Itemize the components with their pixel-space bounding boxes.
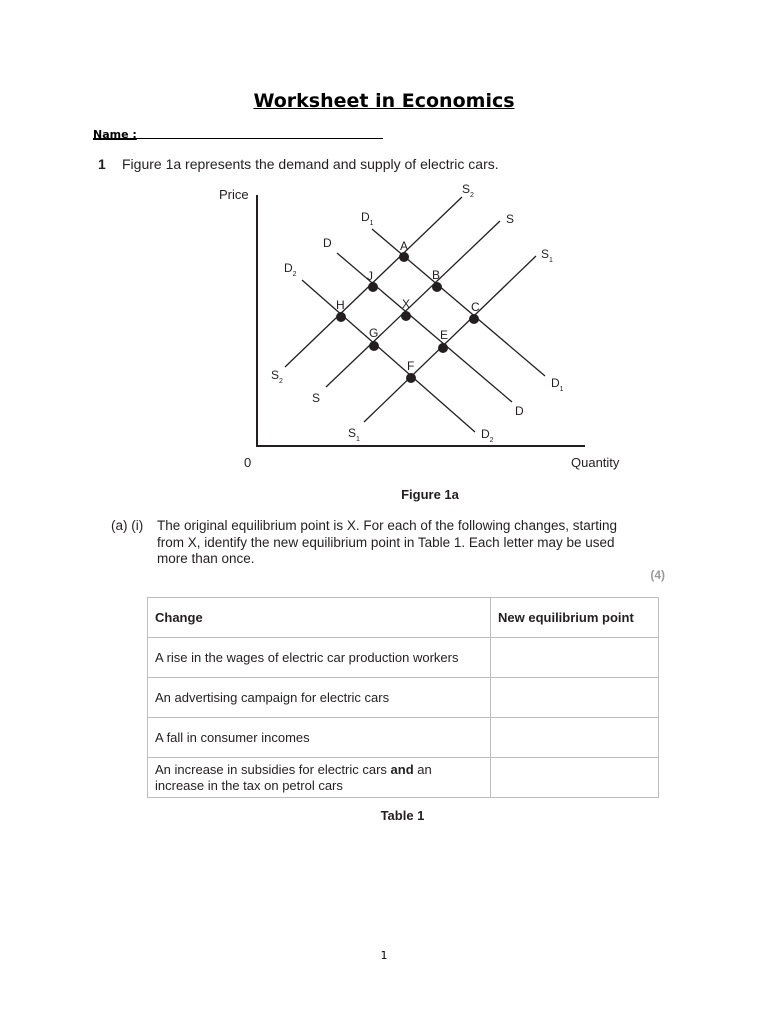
curve-label-s-top: S xyxy=(506,212,515,226)
origin-label: 0 xyxy=(244,455,252,470)
point-label-h: H xyxy=(336,298,345,312)
column-header-new-equilibrium: New equilibrium point xyxy=(491,598,659,638)
change-text-bold: and xyxy=(390,761,414,777)
point-h xyxy=(336,312,346,322)
demand-curve-d2 xyxy=(302,280,475,432)
part-label: (a) (i) xyxy=(111,518,144,533)
curve-label-s1-top: $S_1$ xyxy=(541,247,553,264)
point-e xyxy=(438,343,448,353)
name-answer-line[interactable] xyxy=(93,138,383,139)
y-axis-label: Price xyxy=(219,187,249,202)
point-b xyxy=(432,282,442,292)
answer-cell[interactable] xyxy=(491,758,659,798)
x-axis-label: Quantity xyxy=(571,455,620,470)
supply-curve-s1 xyxy=(364,256,536,422)
point-label-c: C xyxy=(471,300,480,314)
curve-label-s1-bottom: $S_1$ xyxy=(348,426,360,443)
table-1 xyxy=(147,597,659,798)
demand-curve-d1 xyxy=(372,229,545,376)
curve-label-d-bottom: D xyxy=(515,404,524,418)
table-row xyxy=(148,758,659,798)
point-a xyxy=(399,252,409,262)
change-cell xyxy=(148,758,491,798)
demand-curve-d xyxy=(337,253,512,402)
point-label-f: F xyxy=(407,359,415,373)
curve-label-s-bottom: S xyxy=(312,391,321,405)
point-x xyxy=(401,311,411,321)
curve-label-s2-top: $S_2$ xyxy=(462,182,474,199)
figure-caption: Figure 1a xyxy=(401,487,459,502)
change-cell: An advertising campaign for electric cars xyxy=(148,678,491,718)
answer-cell[interactable] xyxy=(491,678,659,718)
point-c xyxy=(469,314,479,324)
table-header-row xyxy=(148,598,659,638)
answer-cell[interactable] xyxy=(491,718,659,758)
figure-1a-diagram xyxy=(200,180,640,480)
curve-label-d2-top: $D_2$ xyxy=(284,261,297,278)
answer-cell[interactable] xyxy=(491,638,659,678)
table-row xyxy=(148,718,659,758)
change-cell: A fall in consumer incomes xyxy=(148,718,491,758)
marks-allocation: (4) xyxy=(650,568,665,582)
point-label-j: J xyxy=(367,269,373,283)
point-label-a: A xyxy=(400,239,409,253)
change-text-part: an increase in the tax on petrol cars xyxy=(155,761,432,793)
change-text-part: An increase in subsidies for electric cars xyxy=(155,761,391,777)
table-row xyxy=(148,678,659,718)
point-label-e: E xyxy=(440,328,449,342)
point-j xyxy=(368,282,378,292)
name-field-label xyxy=(93,128,137,141)
curve-label-d1-bottom: $D_1$ xyxy=(551,376,564,393)
point-label-b: B xyxy=(432,268,441,282)
table-caption: Table 1 xyxy=(380,808,425,823)
curve-label-d1-top: $D_1$ xyxy=(361,210,374,227)
point-label-x: X xyxy=(402,297,411,311)
curve-label-d2-bottom: $D_2$ xyxy=(481,427,494,444)
point-f xyxy=(406,373,416,383)
part-text: The original equilibrium point is X. For each of the following changes, starting from X, identify the new equilibrium point in Table 1. Each letter may be used more than once. xyxy=(157,518,617,566)
change-cell: A rise in the wages of electric car production workers xyxy=(148,638,491,678)
curve-label-d-top: D xyxy=(323,236,332,250)
page-number: 1 xyxy=(380,949,388,962)
column-header-change: Change xyxy=(148,598,491,638)
point-g xyxy=(369,341,379,351)
question-text: Figure 1a represents the demand and supply of electric cars. xyxy=(122,156,499,172)
point-label-g: G xyxy=(369,326,379,340)
worksheet-title: Worksheet in Economics xyxy=(253,90,515,112)
table-row xyxy=(148,638,659,678)
question-number: 1 xyxy=(98,156,106,172)
curve-label-s2-bottom: $S_2$ xyxy=(271,368,283,385)
name-label: Name : xyxy=(93,128,137,141)
